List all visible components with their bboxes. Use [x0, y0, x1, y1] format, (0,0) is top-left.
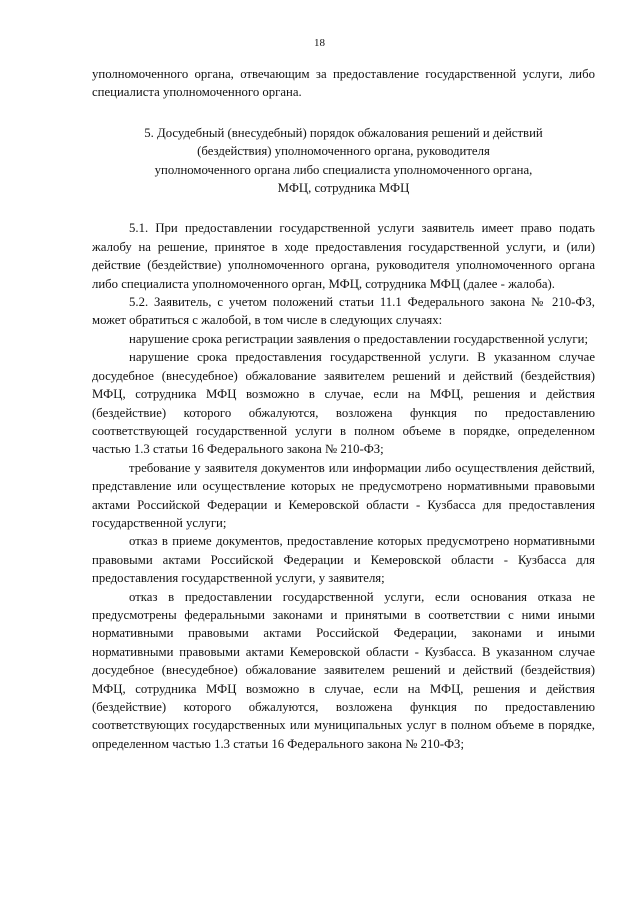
section-heading-line: МФЦ, сотрудника МФЦ: [277, 181, 410, 196]
section-heading: [92, 124, 595, 198]
list-item-document-requirement: требование у заявителя документов или информации либо осуществления действий, представление или осуществление которых не предусмотрено нормативными правовыми актами Российской Федерации и Кемеровской области - Кузбасса для предоставления государственной услуги;: [92, 460, 595, 530]
document-body: [92, 65, 595, 753]
intro-paragraph: уполномоченного органа, отвечающим за предоставление государственной услуги, либо специалиста уполномоченного органа.: [92, 67, 595, 100]
list-item-deadline-violation: нарушение срока предоставления государственной услуги. В указанном случае досудебное (внесудебное) обжалование заявителем решений и действий (бездействия) МФЦ, сотрудника МФЦ возможно в случае, если на МФЦ, решения и действия (бездействие) которого обжалуются, возложена функция по предоставлению соответствующей государственной услуги в полном объеме в порядке, определенном частью 1.3 статьи 16 Федерального закона № 210-ФЗ;: [92, 350, 595, 457]
page-number: 18: [314, 37, 325, 49]
list-item-registration-violation: нарушение срока регистрации заявления о предоставлении государственной услуги;: [129, 331, 589, 346]
section-heading-line: (бездействия) уполномоченного органа, руководителя: [197, 144, 490, 159]
list-item-service-refusal: отказ в предоставлении государственной услуги, если основания отказа не предусмотрены федеральными законами и принятыми в соответствии с ними иными нормативными правовыми актами Российской Федерации, законами и иными нормативными правовыми актами Кемеровской области - Кузбасса. В указанном случае досудебное (внесудебное) обжалование заявителем решений и действий (бездействия) МФЦ, сотрудника МФЦ возможно в случае, если на МФЦ, решения и действия (бездействие) которого обжалуются, возложена функция по предоставлению соответствующих государственных или муниципальных услуг в полном объеме в порядке, определенном частью 1.3 статьи 16 Федерального закона № 210-ФЗ;: [92, 589, 595, 751]
section-heading-line: 5. Досудебный (внесудебный) порядок обжалования решений и действий: [144, 125, 543, 140]
paragraph-5-1: 5.1. При предоставлении государственной услуги заявитель имеет право подать жалобу на решение, принятое в ходе предоставления государственной услуги, и (или) действие (бездействие) уполномоченного органа, руководителя уполномоченного органа либо специалиста уполномоченного орган, МФЦ, сотрудника МФЦ (далее - жалоба).: [92, 221, 595, 291]
list-item-acceptance-refusal: отказ в приеме документов, предоставление которых предусмотрено нормативными правовыми актами Российской Федерации и Кемеровской области - Кузбасса для предоставления государственной услуги, у заявителя;: [92, 534, 595, 586]
paragraph-5-2: 5.2. Заявитель, с учетом положений статьи 11.1 Федерального закона № 210-ФЗ, может обратиться с жалобой, в том числе в следующих случаях:: [92, 295, 595, 328]
section-heading-line: уполномоченного органа либо специалиста уполномоченного органа,: [154, 162, 533, 177]
